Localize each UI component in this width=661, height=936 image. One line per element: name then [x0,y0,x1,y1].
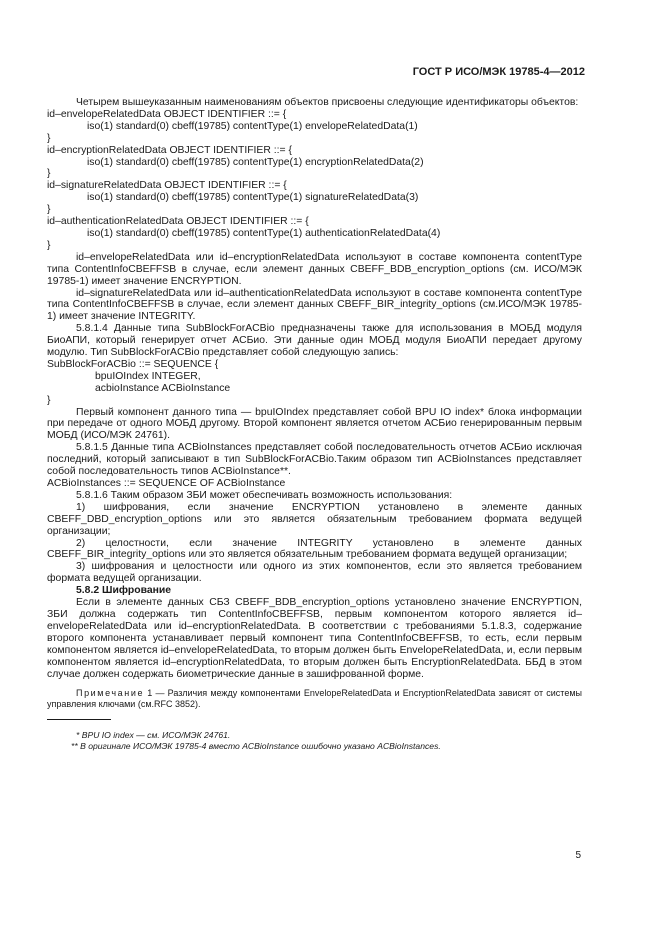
asn-close: } [47,168,51,180]
intro-paragraph: Четырем вышеуказанным наименованиям объектов присвоены следующие идентификаторы объектов: [76,97,579,108]
seq-decl: SubBlockForACBio ::= SEQUENCE { [47,358,219,370]
footnote-divider [47,719,111,720]
asn-block-authentication [47,216,582,252]
document-body [47,97,582,752]
footnote: ** В оригинале ИСО/МЭК 19785-4 вместо ACBioInstance ошибочно указано ACBioInstances. [71,741,441,752]
page-number: 5 [575,850,581,861]
asn-body: iso(1) standard(0) cbeff(19785) contentType(1) envelopeRelatedData(1) [87,120,418,132]
clause-5-8-1-5: 5.8.1.5 Данные типа ACBioInstances представляет собой последовательность отчетов АСБио исключая последний, который записывают в тип SubBlockForACBio.Таким образом тип ACBioInstances представляет собой последовательность типов ACBioInstance**. [47,442,582,478]
page-header: ГОСТ Р ИСО/МЭК 19785-4—2012 [412,66,585,78]
asn-close: } [47,132,51,144]
subblock-sequence [47,359,582,407]
asn-close: } [47,239,51,251]
list-item: 1) шифрования, если значение ENCRYPTION установлено в элементе данных CBEFF_DBD_encryption_options или это является обязательным требованием формата ведущей организации; [47,501,582,537]
asn-close: } [47,204,51,216]
seq-field: acbioInstance ACBioInstance [95,382,231,394]
list-item: 2) целостности, если значение INTEGRITY установлено в элементе данных CBEFF_BIR_integrity_options или это является обязательным требованием формата ведущей организации; [47,537,582,561]
seq-field: bpuIOIndex INTEGER, [95,370,201,382]
note [47,688,582,710]
asn-decl: id–encryptionRelatedData OBJECT IDENTIFIER ::= { [47,144,292,156]
seqof-decl: ACBioInstances ::= SEQUENCE OF ACBioInstance [47,478,286,489]
footnote: * BPU IO index — см. ИСО/МЭК 24761. [76,730,231,741]
paragraph-envelope-usage: id–envelopeRelatedData или id–encryptionRelatedData используют в составе компонента contentType типа ContentInfoCBEFFSB в случае, если элемент данных CBEFF_BDB_encryption_options (см. ИСО/МЭК 19785-1) имеет значение ENCRYPTION. [47,251,582,287]
note-text: 1 — Различия между компонентами EnvelopeRelatedData и EncryptionRelatedData зависят от системы управления ключами (см.RFC 3852). [47,688,582,710]
asn-decl: id–authenticationRelatedData OBJECT IDENTIFIER ::= { [47,216,309,228]
asn-body: iso(1) standard(0) cbeff(19785) contentType(1) signatureRelatedData(3) [87,192,419,204]
asn-block-encryption [47,145,582,181]
asn-block-signature [47,180,582,216]
asn-decl: id–envelopeRelatedData OBJECT IDENTIFIER ::= { [47,108,287,120]
asn-body: iso(1) standard(0) cbeff(19785) contentType(1) encryptionRelatedData(2) [87,156,424,168]
asn-block-envelope [47,109,582,145]
paragraph-bpuioindex: Первый компонент данного типа — bpuIOIndex представляет собой BPU IO index* блока информации при передаче от одного МОБД другому. Второй компонент является отчетом АСБио генерированным первым МОБД (ИСО/МЭК 24761). [47,406,582,442]
note-label: Примечание [76,688,145,699]
seq-close: } [47,394,51,406]
section-heading: 5.8.2 Шифрование [76,585,172,597]
clause-5-8-1-4: 5.8.1.4 Данные типа SubBlockForACBio предназначены также для использования в МОБД модуля БиоАПИ, который генерирует отчет АСБио. Эти данные один МОБД модуля БиоАПИ передает другому модулю. Тип SubBlockForACBio представляет собой следующую запись: [47,323,582,359]
asn-body: iso(1) standard(0) cbeff(19785) contentType(1) authenticationRelatedData(4) [87,227,441,239]
asn-decl: id–signatureRelatedData OBJECT IDENTIFIER ::= { [47,180,287,192]
list-item: 3) шифрования и целостности или одного из этих компонентов, если это является требованием формата ведущей организации. [47,561,582,585]
paragraph-encryption: Если в элементе данных СБЗ CBEFF_BDB_encryption_options установлено значение ENCRYPTION, ЗБИ должна содержать тип ContentInfoCBEFFSB, первым компонентом которого является id–envelopeRelatedData или id–encryptionRelatedData. В соответствии с требованиями 5.1.8.3, содержание второго компонента устанавливает первый компонент типа ContentInfoCBEFFSB, то есть, если первым компонентом является id–envelopeRelatedData, то вторым должен быть EnvelopeRelatedData, и, если первым компонентом является id–encryptionRelatedData, то вторым должен быть EncryptionRelatedData. ББД в этом случае должен содержать биометрические данные в зашифрованной форме. [47,597,582,680]
paragraph-signature-usage: id–signatureRelatedData или id–authenticationRelatedData используют в составе компонента contentType типа ContentInfoCBEFFSB в случае, если элемент данных CBEFF_BIR_integrity_options (см.ИСО/МЭК 19785-1) имеет значение INTEGRITY. [47,287,582,323]
clause-5-8-1-6: 5.8.1.6 Таким образом ЗБИ может обеспечивать возможность использования: [76,489,453,501]
